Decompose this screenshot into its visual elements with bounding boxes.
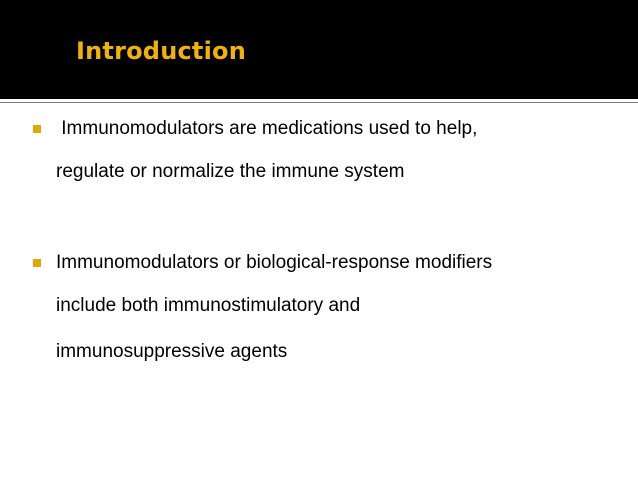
bullet-2-line-2: include both immunostimulatory and — [56, 295, 361, 316]
square-bullet-icon — [33, 259, 41, 267]
bullet-2-line-1: Immunomodulators or biological-response modifiers — [56, 252, 493, 273]
square-bullet-icon — [33, 125, 41, 133]
bullet-1-line-1: Immunomodulators are medications used to help, — [56, 118, 478, 139]
bullet-2-line-3: immunosuppressive agents — [56, 341, 288, 362]
bullet-1-line-2: regulate or normalize the immune system — [56, 161, 405, 182]
slide-title: Introduction — [76, 37, 246, 65]
